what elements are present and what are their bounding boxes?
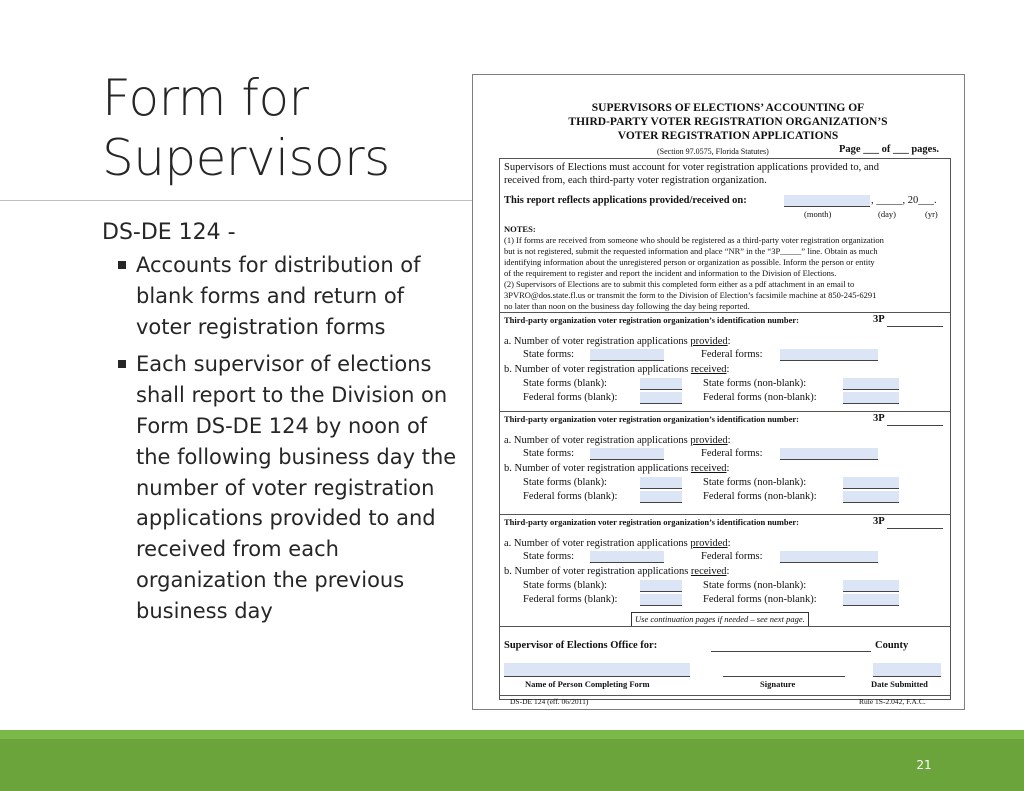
form-section: (Section 97.0575, Florida Statutes) xyxy=(657,147,769,156)
form-image xyxy=(472,74,965,710)
page-number: 21 xyxy=(916,758,932,772)
yr-caption: (yr) xyxy=(925,209,938,219)
state-blank-label: State forms (blank): xyxy=(523,378,607,389)
federal-nonblank-label: Federal forms (non-blank): xyxy=(703,594,817,605)
state-blank-label: State forms (blank): xyxy=(523,580,607,591)
continuation-note: Use continuation pages if needed – see next page. xyxy=(631,612,809,627)
notes-line: (2) Supervisors of Elections are to submit this completed form either as a pdf attachment in an email to xyxy=(504,279,855,289)
federal-forms-field xyxy=(780,550,878,568)
bullet-item: Accounts for distribution of blank forms and return of voter registration forms xyxy=(102,250,462,342)
name-caption: Name of Person Completing Form xyxy=(525,679,650,689)
date-tail: , _____, 20___. xyxy=(871,195,937,206)
signature-field xyxy=(723,663,845,677)
federal-nonblank-label: Federal forms (non-blank): xyxy=(703,392,817,403)
notes-line: (1) If forms are received from someone who should be registered as a third-party voter registration organization xyxy=(504,235,884,245)
form-title-2: THIRD-PARTY VOTER REGISTRATION ORGANIZATION’S xyxy=(568,116,888,128)
notes-line: of the requirement to register and report the incident and information to the Division of Elections. xyxy=(504,268,837,278)
footer-accent xyxy=(0,730,1024,739)
form-title-1: SUPERVISORS OF ELECTIONS’ ACCOUNTING OF xyxy=(591,102,865,114)
federal-nonblank-field xyxy=(843,391,899,409)
title-divider xyxy=(0,200,472,201)
notes-line: identifying information about the unregistered person or organization as possible. Inform the person or entity xyxy=(504,257,875,267)
line-b: b. Number of voter registration applications received: xyxy=(504,566,730,577)
state-nonblank-label: State forms (non-blank): xyxy=(703,580,807,591)
id-field xyxy=(887,314,943,332)
footer-band xyxy=(0,730,1024,791)
slide-title xyxy=(102,68,462,188)
state-forms-label: State forms: xyxy=(523,551,575,562)
form-intro-1: Supervisors of Elections must account for voter registration applications provided to, and xyxy=(504,162,879,173)
form-intro-2: received from, each third-party voter registration organization. xyxy=(504,175,767,186)
date-submitted-field xyxy=(873,663,941,677)
federal-nonblank-field xyxy=(843,490,899,508)
slide-title-line-2: Supervisors xyxy=(102,129,390,187)
form-page-label: Page ___ of ___ pages. xyxy=(839,144,940,155)
id-label: Third-party organization voter registration organization’s identification number: xyxy=(504,414,799,424)
federal-blank-label: Federal forms (blank): xyxy=(523,392,618,403)
federal-forms-field xyxy=(780,447,878,465)
federal-forms-label: Federal forms: xyxy=(701,448,763,459)
federal-nonblank-field xyxy=(843,593,899,611)
signature-caption: Signature xyxy=(760,679,796,689)
federal-blank-label: Federal forms (blank): xyxy=(523,491,618,502)
notes-label: NOTES: xyxy=(504,224,536,234)
name-field xyxy=(504,663,690,677)
federal-blank-field xyxy=(640,490,682,508)
office-label: Supervisor of Elections Office for: xyxy=(504,640,658,651)
date-submitted-caption: Date Submitted xyxy=(871,679,928,689)
federal-blank-field xyxy=(640,391,682,409)
slide-title-line-1: Form for xyxy=(102,69,309,127)
line-a: a. Number of voter registration applications provided: xyxy=(504,538,731,549)
slide-body xyxy=(102,218,462,634)
notes-line: but is not registered, submit the requested information and place “NR” in the “3P_____” line. Obtain as much xyxy=(504,246,878,256)
form-code: DS-DE 124 (eff. 06/2011) xyxy=(510,697,589,706)
line-b: b. Number of voter registration applications received: xyxy=(504,364,730,375)
line-a: a. Number of voter registration applications provided: xyxy=(504,435,731,446)
id-label: Third-party organization voter registration organization’s identification number: xyxy=(504,315,799,325)
federal-blank-field xyxy=(640,593,682,611)
state-nonblank-label: State forms (non-blank): xyxy=(703,477,807,488)
federal-forms-label: Federal forms: xyxy=(701,551,763,562)
day-caption: (day) xyxy=(878,209,896,219)
notes-line: no later than noon on the business day following the day being reported. xyxy=(504,301,750,311)
id-label: Third-party organization voter registration organization’s identification number: xyxy=(504,517,799,527)
state-forms-label: State forms: xyxy=(523,448,575,459)
body-heading: DS-DE 124 - xyxy=(102,220,236,245)
federal-forms-label: Federal forms: xyxy=(701,349,763,360)
federal-forms-field xyxy=(780,348,878,366)
id-field xyxy=(887,413,943,431)
id-prefix: 3P xyxy=(873,516,885,527)
section-divider xyxy=(499,626,951,627)
form-rule: Rule 1S-2.042, F.A.C. xyxy=(859,697,926,706)
form-title-3: VOTER REGISTRATION APPLICATIONS xyxy=(617,130,839,142)
id-prefix: 3P xyxy=(873,314,885,325)
form-report-label: This report reflects applications provided/received on: xyxy=(504,195,747,206)
federal-blank-label: Federal forms (blank): xyxy=(523,594,618,605)
bullet-list xyxy=(102,250,462,627)
month-caption: (month) xyxy=(804,209,832,219)
county-label: County xyxy=(875,640,909,651)
state-forms-label: State forms: xyxy=(523,349,575,360)
line-b: b. Number of voter registration applications received: xyxy=(504,463,730,474)
id-prefix: 3P xyxy=(873,413,885,424)
state-nonblank-label: State forms (non-blank): xyxy=(703,378,807,389)
federal-nonblank-label: Federal forms (non-blank): xyxy=(703,491,817,502)
county-field xyxy=(711,640,871,652)
id-field xyxy=(887,516,943,534)
notes-line: 3PVRO@dos.state.fl.us or transmit the form to the Division of Election’s facsimile machine at 850-245-6291 xyxy=(504,290,877,300)
bullet-item: Each supervisor of elections shall report to the Division on Form DS-DE 124 by noon of the following business day the number of voter registration applications provided to and received from each organization the previous business day xyxy=(102,349,462,626)
line-a: a. Number of voter registration applications provided: xyxy=(504,336,731,347)
state-blank-label: State forms (blank): xyxy=(523,477,607,488)
section-divider xyxy=(499,695,951,696)
